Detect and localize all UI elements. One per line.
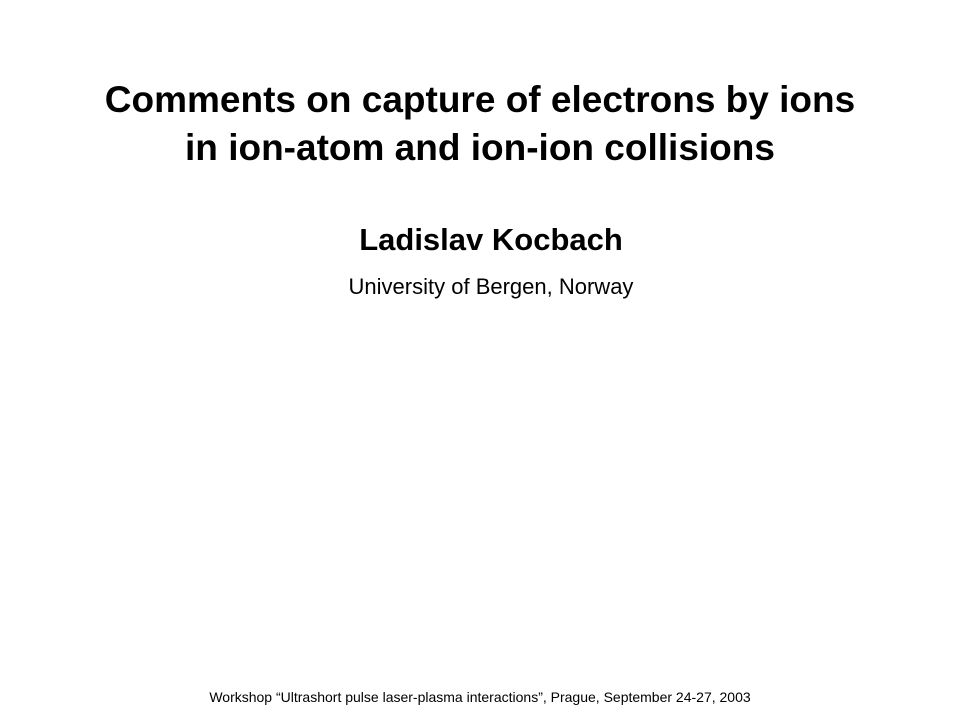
title-line-1: Comments on capture of electrons by ions xyxy=(104,79,856,120)
slide-title xyxy=(0,76,960,172)
slide-footer: Workshop “Ultrashort pulse laser-plasma interactions”, Prague, September 24-27, 2003 xyxy=(209,689,751,705)
author-affiliation: University of Bergen, Norway xyxy=(348,274,634,299)
title-line-2: in ion-atom and ion-ion collisions xyxy=(185,127,775,168)
author-name: Ladislav Kocbach xyxy=(359,222,623,257)
